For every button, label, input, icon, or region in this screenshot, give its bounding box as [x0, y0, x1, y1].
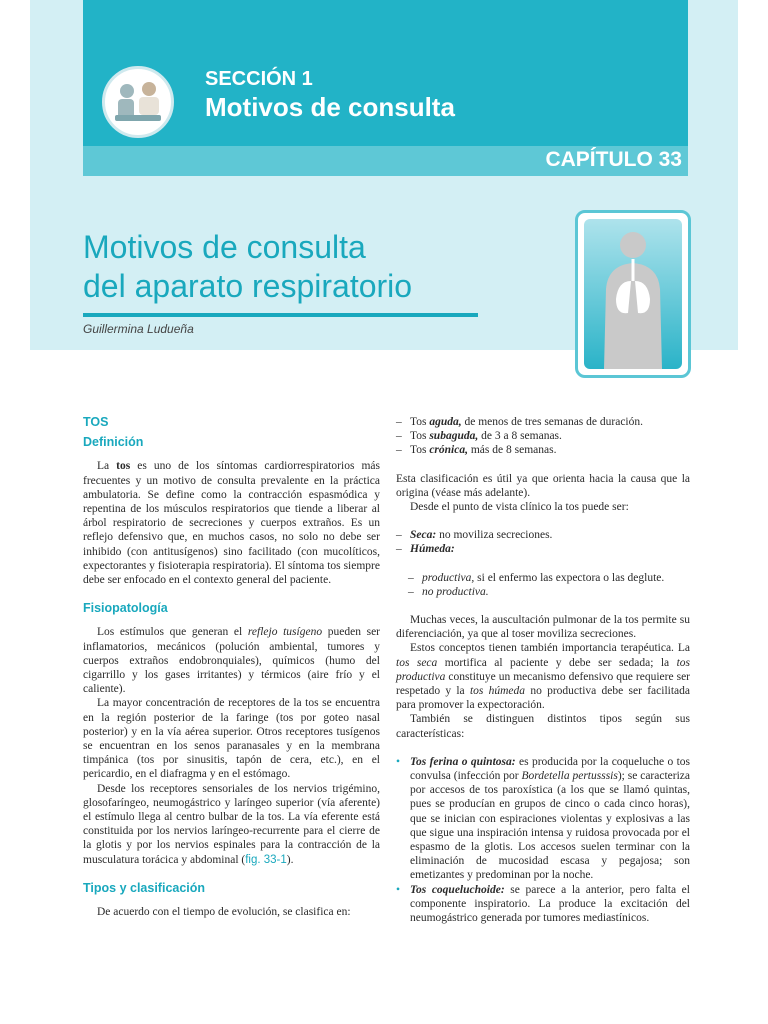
paragraph-5: También se distinguen distintos tipos según sus características: [396, 713, 690, 740]
section-label: SECCIÓN 1 [205, 68, 313, 90]
text: Tos [410, 416, 430, 428]
text-bold-italic: Húmeda: [410, 543, 455, 556]
paragraph-definicion [83, 459, 380, 587]
right-column [396, 415, 690, 925]
text-bold-italic: Tos coqueluchoide: [410, 883, 505, 896]
respiratory-system-icon [584, 219, 682, 369]
list-item [396, 585, 690, 599]
dash: – [396, 529, 402, 542]
bullet-item [396, 755, 690, 883]
title-rule [83, 313, 478, 317]
text: Tos [410, 430, 430, 443]
text: ). [286, 853, 294, 866]
dash: – [408, 571, 414, 584]
text: La [97, 460, 117, 473]
list-item [396, 429, 690, 443]
author: Guillermina Ludueña [83, 322, 194, 336]
bullet-item [396, 883, 690, 926]
heading-tipos: Tipos y clasificación [83, 880, 206, 895]
paragraph-2: Desde el punto de vista clínico la tos puede ser: [410, 501, 629, 514]
text-italic: reflejo tusígeno [247, 626, 323, 639]
figure-reference-link[interactable]: fig. 33-1 [245, 853, 287, 866]
list-item [396, 528, 690, 542]
chapter-bar [83, 146, 688, 176]
chapter-label: CAPÍTULO 33 [545, 148, 682, 171]
heading-fisiopatologia: Fisiopatología [83, 601, 168, 616]
chapter-title [83, 228, 503, 306]
paragraph-1: Esta clasificación es útil ya que orienta hacia la causa que la origina (véase más adelante). [396, 472, 690, 499]
dash: – [396, 416, 402, 428]
paragraph-fisio-1 [83, 625, 380, 696]
text: es uno de los síntomas cardiorrespiratorios más frecuentes y un motivo de consulta prevalente en la práctica ambulatoria. Se define como la contracción espasmódica y repentina de los músculos respiratorios que tiende a liberar al árbol respiratorio de secreciones y cuerpos extraños. Es un reflejo defensivo que, en muchos casos, no solo no debe ser inhibido (con antitusígenos) sino facilitado (con mucolíticos, expectorantes y fisioterapia respiratoria). El síntoma tos siempre debe ser enfocado en el contexto general del paciente. [83, 460, 380, 587]
text-italic: no productiva. [422, 585, 489, 598]
heading-definicion: Definición [83, 435, 144, 450]
section-title: Motivos de consulta [205, 92, 455, 122]
text-italic: productiva, [422, 571, 475, 584]
text-italic: tos húmeda [469, 685, 526, 698]
dash: – [408, 585, 414, 598]
text: Los estímulos que generan el [97, 626, 248, 639]
doctor-patient-icon [102, 66, 174, 138]
text: Estos conceptos tienen también importancia terapéutica. La [410, 642, 690, 655]
text-bold: tos [116, 460, 131, 473]
list-item [396, 542, 690, 556]
text: mortifica al paciente y debe ser sedada; la [437, 656, 677, 669]
paragraph-fisio-3 [83, 782, 380, 867]
text: se parece a la anterior, pero falta el componente inspiratorio. La produce la excitación del neumogástrico generada por tumores mediastínicos. [410, 883, 690, 925]
dash: – [396, 430, 402, 443]
respiratory-figure [575, 210, 691, 378]
text-bold-italic: Tos ferina o quintosa: [410, 755, 516, 768]
text: no productiva debe ser facilitada para promover la expectoración. [396, 685, 690, 712]
text: más de 8 semanas. [467, 444, 557, 457]
text: no moviliza secreciones. [436, 529, 553, 542]
text: Desde los receptores sensoriales de los nervios trigémino, glosofaríngeo, neumogástrico y laríngeo superior (vía aferente) el estímulo llega al centro bulbar de la tos. La vía eferente está constituida por los nervios laríngeo-recurrente para el cierre de la glotis y por los nervios espinales para la contracción de la musculatura torácica y abdominal ( [83, 782, 380, 866]
section-banner [83, 0, 688, 146]
text: Tos [410, 444, 430, 457]
text-italic: Bordetella pertusssis [521, 770, 618, 783]
text-italic: tos seca [396, 656, 438, 669]
text: ); se caracteriza por accesos de tos paroxística (a los que se llamó quintas, pues se producían en grupos de cinco o cada cinco horas), que se inician con espiraciones violentas y explosivas a las que sigue una inspiración intensa y ruidosa provocada por el espasmo de la glotis. Los accesos suelen terminar con la eliminación de mucosidad escasa y pegajosa; son emetizantes y predominan por la noche. [410, 770, 690, 882]
list-item [396, 571, 690, 585]
paragraph-3: Muchas veces, la auscultación pulmonar de la tos permite su diferenciación, ya que al toser moviliza secreciones. [396, 614, 690, 641]
text-bold-italic: crónica, [429, 444, 468, 457]
paragraph-4 [396, 641, 690, 712]
dash: – [396, 444, 402, 457]
text: constituye un mecanismo defensivo que requiere ser respetado y la [396, 670, 690, 698]
list-item [396, 415, 690, 429]
text: de menos de tres semanas de duración. [461, 416, 643, 428]
paragraph-tipos: De acuerdo con el tiempo de evolución, se clasifica en: [97, 906, 351, 919]
text-bold-italic: Seca: [410, 529, 437, 542]
chapter-title-line2: del aparato respiratorio [83, 268, 413, 304]
text: es producida por la coqueluche o tos convulsa (infección por [410, 755, 690, 783]
text: de 3 a 8 semanas. [478, 430, 562, 443]
text-italic: tos productiva [396, 656, 691, 683]
paragraph-fisio-2: La mayor concentración de receptores de la tos se encuentra en la región posterior de la faringe (tos por goteo nasal posterior) y en la vía aérea superior. Otros receptores tusígenos se encuentran en los senos paranasales y en la membrana timpánica (tos por sinusitis, tapón de cera, etc.), en el pericardio, en el diafragma y en el estómago. [83, 697, 380, 781]
left-column [83, 415, 380, 919]
text: pueden ser inflamatorios, mecánicos (polución ambiental, tumores y cuerpos extraños endobronquiales), químicos (humo del cigarrillo y los gases irritantes) y térmicos (aire frío y el caliente). [83, 626, 381, 696]
text: si el enfermo las expectora o las deglute. [474, 571, 665, 584]
text-bold-italic: subaguda, [429, 430, 479, 443]
dash: – [396, 543, 402, 556]
heading-tos: TOS [83, 415, 109, 429]
list-item [396, 443, 690, 457]
chapter-title-line1: Motivos de consulta [83, 229, 366, 265]
text-bold-italic: aguda, [429, 416, 462, 428]
